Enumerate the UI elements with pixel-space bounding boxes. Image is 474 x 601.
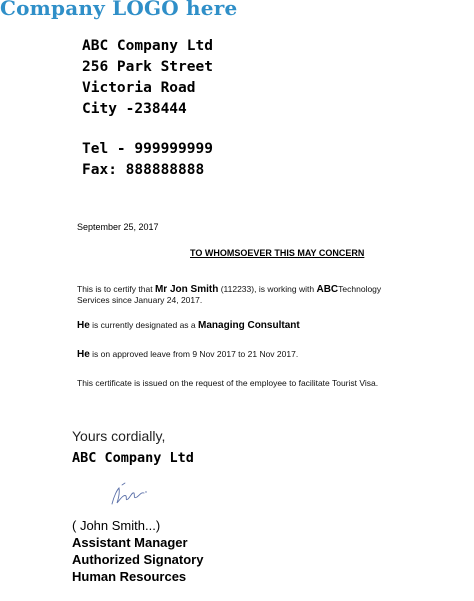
contact-fax: Fax: 888888888 (82, 162, 205, 178)
certify-paragraph (77, 284, 381, 306)
signer-title: Assistant Manager (72, 535, 188, 550)
employee-name: Mr Jon Smith (154, 284, 219, 295)
certify-mid: , is working with (254, 284, 315, 294)
letter-heading: TO WHOMSOEVER THIS MAY CONCERN (190, 248, 365, 258)
address-city: City -238444 (82, 101, 187, 117)
signer-role: Authorized Signatory (72, 552, 204, 567)
certify-prefix: This is to certify that (77, 284, 153, 294)
signer-block (72, 517, 203, 585)
company-contact (82, 139, 213, 181)
designation-value: Managing Consultant (198, 320, 300, 331)
certify-company: ABC (316, 284, 339, 295)
purpose-paragraph: This certificate is issued on the request of the employee to facilitate Tourist Visa. (77, 378, 379, 388)
signature-company: ABC Company Ltd (72, 450, 194, 466)
leave-paragraph (77, 349, 298, 360)
company-address (82, 36, 213, 120)
handwritten-signature (108, 478, 158, 508)
letter-date: September 25, 2017 (77, 222, 159, 232)
company-logo-placeholder: Company LOGO here (0, 0, 238, 20)
certify-company-rest: Technology (338, 284, 382, 294)
leave-pronoun: He (77, 349, 90, 360)
address-company: ABC Company Ltd (82, 38, 213, 54)
contact-tel: Tel - 999999999 (82, 141, 213, 157)
signer-name: John Smith (79, 518, 145, 533)
address-road: Victoria Road (82, 80, 196, 96)
signer-name-open: ( (72, 518, 80, 533)
signer-name-line (72, 517, 203, 534)
signer-name-close: ...) (145, 518, 161, 533)
signer-department: Human Resources (72, 569, 187, 584)
designation-text: is currently designated as a (92, 320, 196, 330)
address-street: 256 Park Street (82, 59, 213, 75)
designation-pronoun: He (77, 320, 90, 331)
employee-id: (112233) (220, 284, 255, 294)
closing-salutation: Yours cordially, (72, 428, 166, 444)
designation-paragraph (77, 320, 300, 331)
leave-text: is on approved leave from 9 Nov 2017 to 21 Nov 2017. (92, 349, 299, 359)
certify-since: Services since January 24, 2017. (77, 295, 203, 305)
